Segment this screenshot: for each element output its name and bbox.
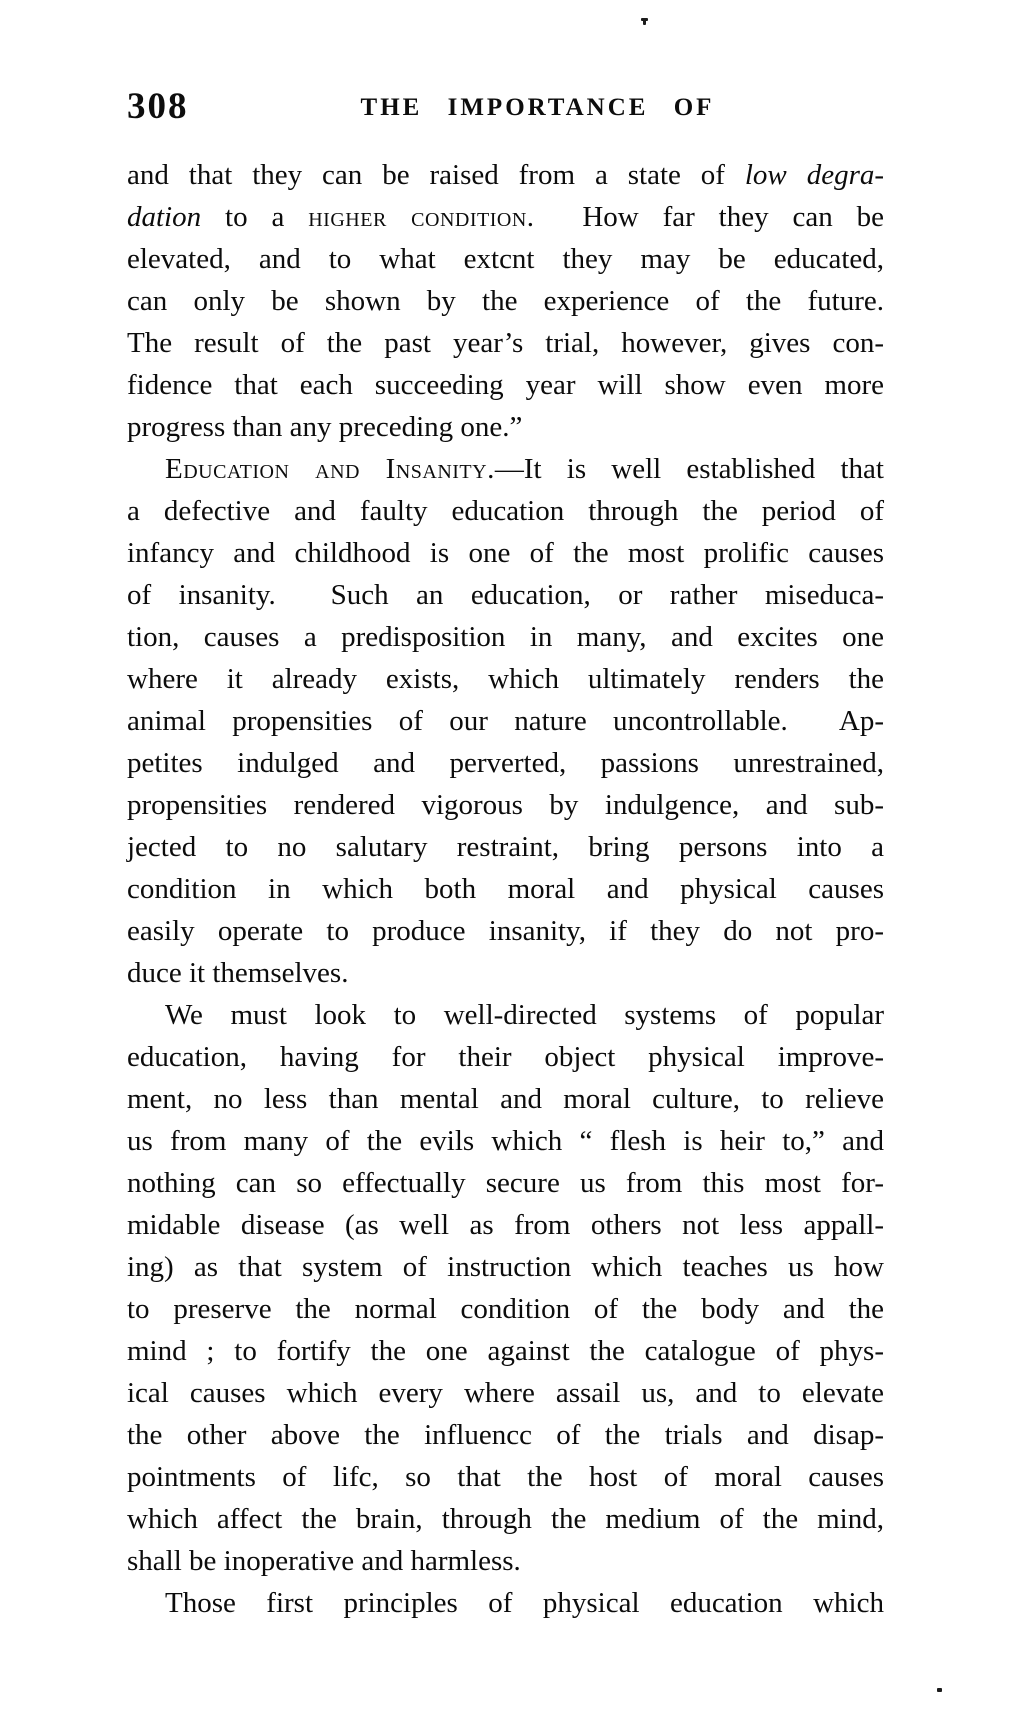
text-line: [127, 406, 884, 448]
text-line: [127, 1246, 884, 1288]
body-text: the other above the influencc of the trials and disap-: [127, 1419, 884, 1451]
body-text: The result of the past year’s trial, however, gives con-: [127, 327, 884, 359]
body-text: can only be shown by the experience of the future.: [127, 285, 884, 317]
text-line: [127, 364, 884, 406]
body-text: easily operate to produce insanity, if they do not pro-: [127, 915, 884, 947]
paragraph: [127, 448, 884, 994]
body-text: Those first principles of physical education which: [165, 1587, 884, 1619]
text-line: [127, 952, 884, 994]
body-text: shall be inoperative and harmless.: [127, 1545, 521, 1577]
italic-text: low degra-: [744, 159, 885, 191]
body-text: condition in which both moral and physical causes: [127, 873, 884, 905]
body-text: petites indulged and perverted, passions unrestrained,: [127, 747, 884, 779]
text-line: [127, 1036, 884, 1078]
text-line: [127, 1372, 884, 1414]
text-line: [127, 1456, 884, 1498]
text-line: [127, 910, 884, 952]
body-text: tion, causes a predisposition in many, and excites one: [127, 621, 884, 653]
body-text: ment, no less than mental and moral culture, to relieve: [127, 1083, 884, 1115]
text-line: [127, 1498, 884, 1540]
body-text: and that they can be raised from a state of: [127, 159, 745, 191]
body-text: midable disease (as well as from others not less appall-: [127, 1209, 884, 1241]
text-line: [127, 994, 884, 1036]
body-text: elevated, and to what extcnt they may be educated,: [127, 243, 884, 275]
body-text: fidence that each succeeding year will show even more: [127, 369, 884, 401]
body-text: education, having for their object physical improve-: [127, 1041, 884, 1073]
body-text: which affect the brain, through the medium of the mind,: [127, 1503, 884, 1535]
text-line: [127, 322, 884, 364]
body-text: to a: [201, 201, 309, 233]
body-text: We must look to well-directed systems of popular: [165, 999, 884, 1031]
body-text: ing) as that system of instruction which teaches us how: [127, 1251, 884, 1283]
italic-text: dation: [127, 201, 202, 233]
text-line: [127, 1414, 884, 1456]
text-line: [127, 1204, 884, 1246]
paragraph: [127, 1582, 884, 1624]
text-line: [127, 826, 884, 868]
body-text: pointments of lifc, so that the host of moral causes: [127, 1461, 884, 1493]
body-text: animal propensities of our nature uncontrollable. Ap-: [127, 705, 884, 737]
text-line: [127, 616, 884, 658]
scan-speck: [643, 20, 646, 25]
text-line: [127, 868, 884, 910]
text-line: [127, 1162, 884, 1204]
text-block: [127, 154, 884, 1624]
scan-speck: [937, 1688, 942, 1692]
text-line: [127, 154, 884, 196]
smallcaps-text: Education and Insanity.: [165, 453, 495, 485]
paragraph: [127, 994, 884, 1582]
text-line: [127, 742, 884, 784]
text-line: [127, 1540, 884, 1582]
text-line: [127, 784, 884, 826]
text-line: [127, 196, 884, 238]
body-text: where it already exists, which ultimately renders the: [127, 663, 884, 695]
text-line: [127, 1582, 884, 1624]
body-text: a defective and faulty education through the period of: [127, 495, 884, 527]
text-line: [127, 700, 884, 742]
text-line: [127, 448, 884, 490]
body-text: progress than any preceding one.”: [127, 411, 523, 443]
text-line: [127, 280, 884, 322]
text-line: [127, 490, 884, 532]
body-text: propensities rendered vigorous by indulgence, and sub-: [127, 789, 884, 821]
body-text: us from many of the evils which “ flesh is heir to,” and: [127, 1125, 884, 1157]
text-line: [127, 1330, 884, 1372]
text-line: [127, 574, 884, 616]
page-number: 308: [127, 86, 189, 127]
body-text: —It is well established that: [494, 453, 884, 485]
body-text: ical causes which every where assail us, and to elevate: [127, 1377, 884, 1409]
body-text: jected to no salutary restraint, bring persons into a: [127, 831, 884, 863]
body-text: nothing can so effectually secure us from this most for-: [127, 1167, 884, 1199]
body-text: mind ; to fortify the one against the catalogue of phys-: [127, 1335, 884, 1367]
text-line: [127, 238, 884, 280]
body-text: How far they can be: [534, 201, 884, 233]
paragraph: [127, 154, 884, 448]
text-line: [127, 1078, 884, 1120]
text-line: [127, 658, 884, 700]
body-text: duce it themselves.: [127, 957, 349, 989]
text-line: [127, 532, 884, 574]
running-title: THE IMPORTANCE OF: [360, 94, 715, 121]
text-line: [127, 1120, 884, 1162]
page-header: [127, 88, 884, 128]
body-text: to preserve the normal condition of the body and the: [127, 1293, 884, 1325]
body-text: infancy and childhood is one of the most prolific causes: [127, 537, 884, 569]
text-line: [127, 1288, 884, 1330]
smallcaps-text: higher condition.: [308, 201, 535, 233]
body-text: of insanity. Such an education, or rather miseduca-: [127, 579, 884, 611]
